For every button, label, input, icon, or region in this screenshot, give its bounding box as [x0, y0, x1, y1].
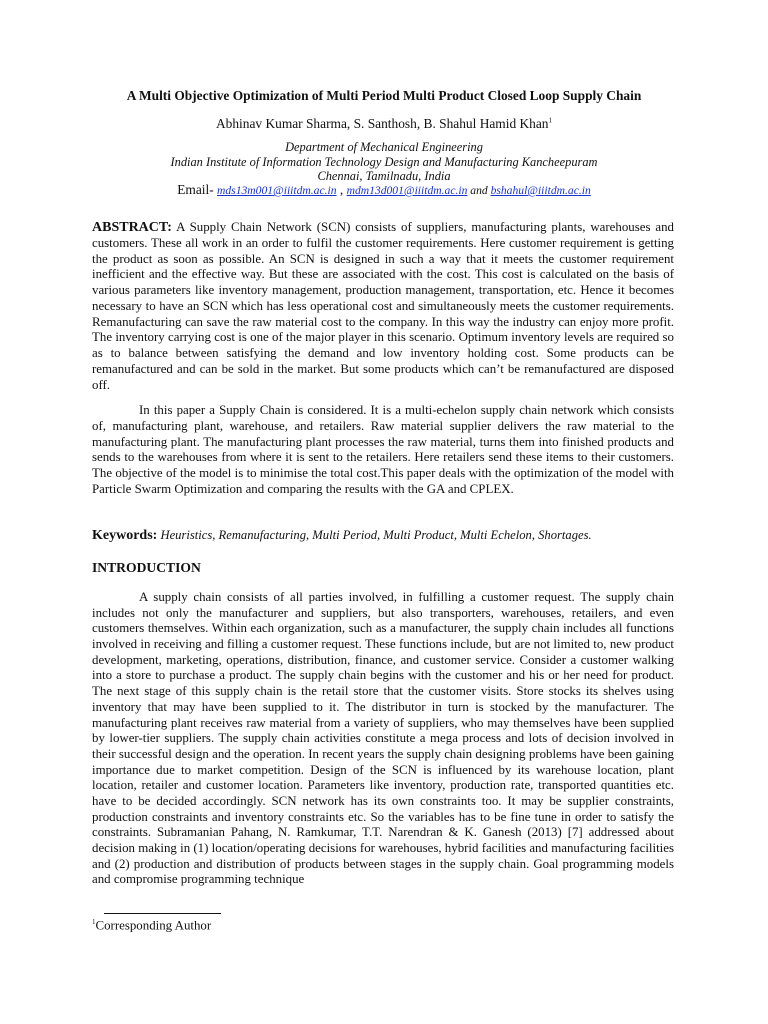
paper-title: A Multi Objective Optimization of Multi Period Multi Product Closed Loop Supply Chain	[126, 88, 642, 103]
author-names: Abhinav Kumar Sharma, S. Santhosh, B. Shahul Hamid Khan	[215, 116, 549, 131]
affiliation-institute: Indian Institute of Information Technology Design and Manufacturing Kancheepuram	[170, 154, 598, 169]
affiliation-location: Chennai, Tamilnadu, India	[317, 169, 451, 184]
author-list	[0, 116, 768, 132]
email-link-3[interactable]: bshahul@iiitdm.ac.in	[490, 184, 591, 197]
abstract-label: ABSTRACT:	[92, 220, 172, 235]
section-heading-introduction: INTRODUCTION	[92, 560, 201, 575]
email-line	[0, 182, 768, 198]
affiliation	[0, 140, 768, 184]
keywords-line	[92, 528, 674, 544]
keywords-text: Heuristics, Remanufacturing, Multi Period, Multi Product, Multi Echelon, Shortages.	[157, 528, 592, 542]
email-separator-and: and	[467, 184, 491, 197]
footnote-divider	[104, 913, 221, 914]
abstract-text: A Supply Chain Network (SCN) consists of suppliers, manufacturing plants, warehouses and customers. These all work in an order to fulfil the customer requirements. Here customer requirement is getting the product as soon as possible. An SCN is designed in such a way that it meets the customer requirement inefficient and the effective way. But these are associated with the cost. This cost is calculated on the basis of various parameters like inventory management, production management, transportation, etc. Hence it becomes necessary to have an SCN which has less operational cost and simultaneously meets the customer requirements. Remanufacturing can save the raw material cost to the company. In this way the industry can enjoy more profit. The inventory carrying cost is one of the major player in this scenario. Optimum inventory levels are required so as to balance between satisfying the demand and low inventory holding cost. Some products can be remanufactured and can be sold in the market. But some products which can’t be remanufactured are disposed off.	[92, 220, 674, 392]
footnote-text: Corresponding Author	[95, 918, 212, 933]
introduction-paragraph: A supply chain consists of all parties involved, in fulfilling a customer request. The supply chain includes not only the manufacturer and suppliers, but also transporters, warehouses, retailers, and even customers themselves. Within each organization, such as a manufacturer, the supply chain includes all functions involved in receiving and filling a customer request. These functions include, but are not limited to, new product development, marketing, operations, distribution, finance, and customer service. Consider a customer walking into a store to purchase a product. The supply chain begins with the customer and his or her need for product. The next stage of this supply chain is the retail store that the customer visits. Store stocks its shelves using inventory that may have been supplied to it. The distributor in turn is stocked by the manufacturer. The manufacturing plant receives raw material from a variety of suppliers, who may themselves have been supplied by lower-tier suppliers. The supply chain activities constitute a mega process and lots of decision involved in their successful design and the operation. In recent years the supply chain designing problems have been gaining importance due to market competition. Design of the SCN is influenced by its warehouse location, plant location, retailer and customer location. Parameters like inventory, production rate, transported quantities etc. have to be decided accordingly. SCN network has its own constraints too. It may be supplier constraints, production constraints and inventory constraints etc. So the variables has to be fine tune in order to satisfy the constraints. Subramanian Pahang, N. Ramkumar, T.T. Narendran & K. Ganesh (2013) [7] addressed about decision making in (1) location/operating decisions for warehouses, hybrid facilities and manufacturing facilities and (2) production and distribution of products between stages in the supply chain. Goal programming models and compromise programming technique	[92, 590, 674, 887]
abstract-paragraph	[92, 220, 674, 393]
abstract-paragraph-2: In this paper a Supply Chain is considered. It is a multi-echelon supply chain network which consists of, manufacturing plant, warehouse, and retailers. Raw material supplier delivers the raw material to the manufacturing plant. The manufacturing plant processes the raw material, turns them into finished products and sends to the warehouses from where it is sent to the retailers. Here retailers send these items to their customers. The objective of the model is to minimise the total cost.This paper deals with the optimization of the model with Particle Swarm Optimization and comparing the results with the GA and CPLEX.	[92, 403, 674, 496]
author-footnote-mark: 1	[548, 116, 552, 125]
footnote	[92, 918, 211, 933]
keywords-label: Keywords:	[92, 528, 158, 543]
email-label: Email-	[177, 182, 218, 197]
affiliation-department: Department of Mechanical Engineering	[285, 140, 483, 154]
email-link-1[interactable]: mds13m001@iiitdm.ac.in	[217, 184, 337, 197]
email-link-2[interactable]: mdm13d001@iiitdm.ac.in	[346, 184, 468, 197]
footnote-mark: 1	[92, 918, 96, 926]
email-separator-comma: ,	[336, 182, 347, 197]
